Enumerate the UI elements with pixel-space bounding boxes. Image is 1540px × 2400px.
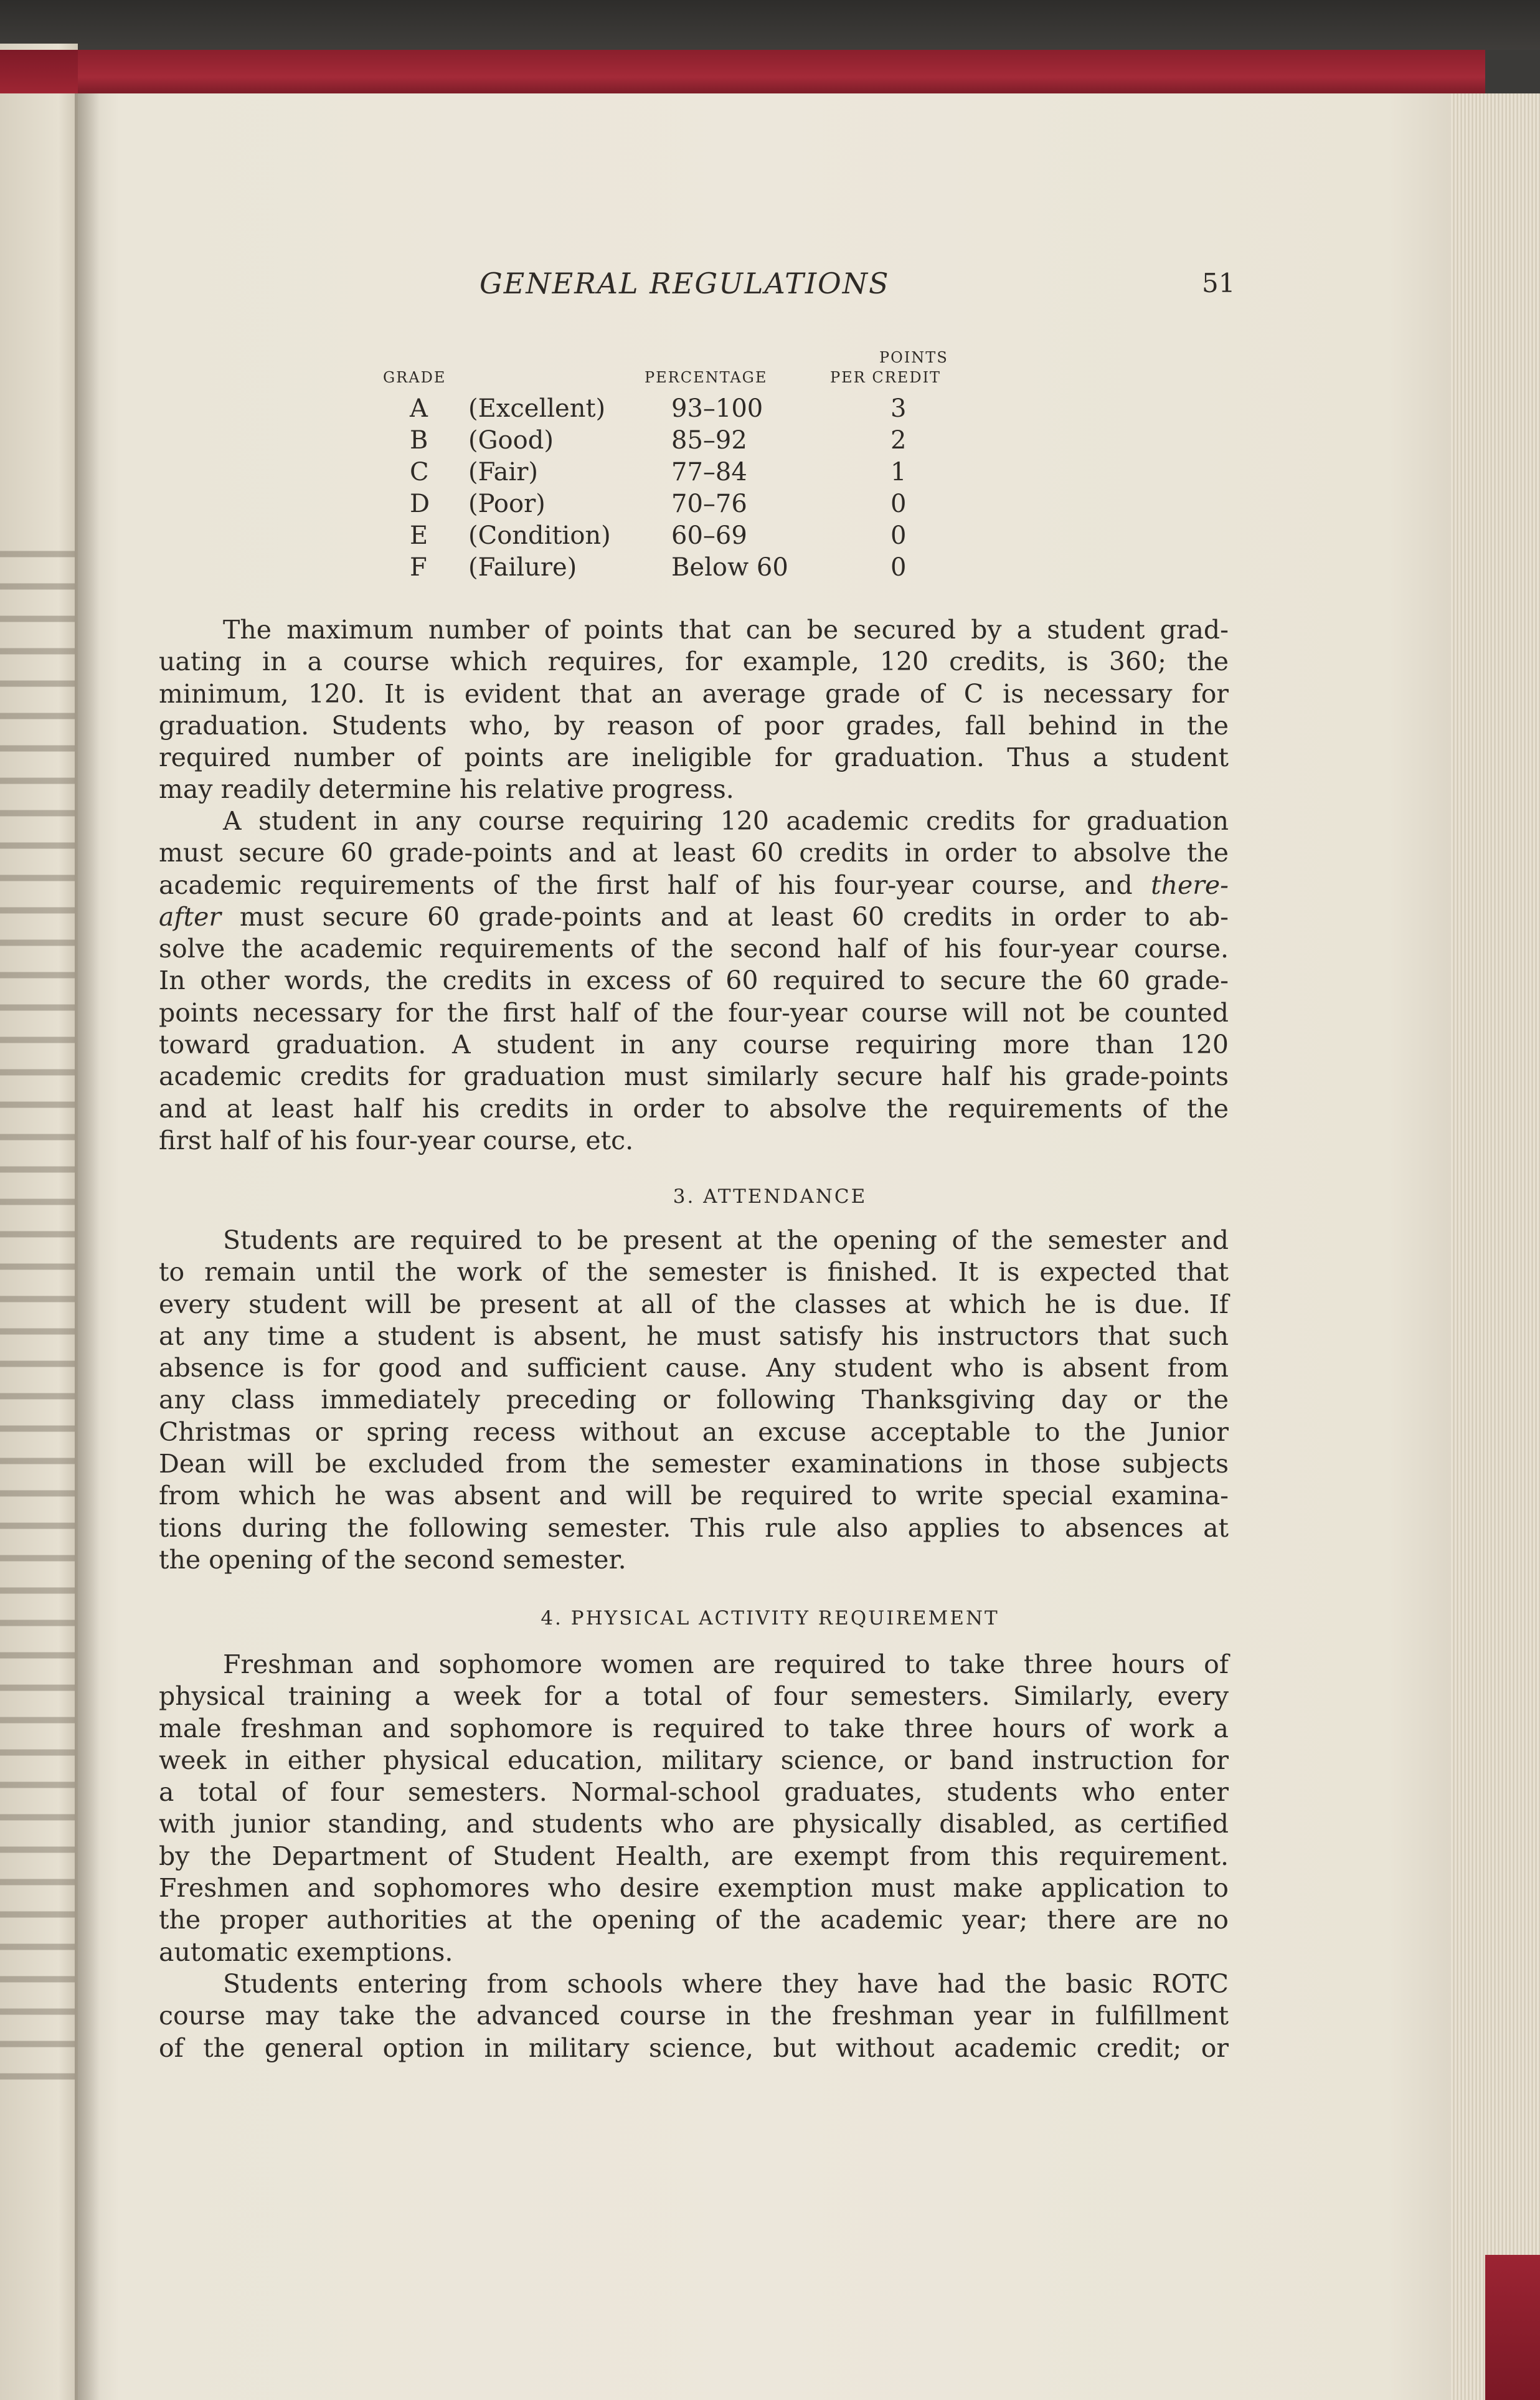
text-line: minimum, 120. It is evident that an average grade of C is necessary for	[159, 678, 1229, 709]
text-line: every student will be present at all of the classes at which he is due. If	[159, 1289, 1229, 1319]
text-line: academic credits for graduation must similarly secure half his grade-points	[159, 1061, 1229, 1092]
spine-shadow	[75, 93, 100, 2400]
italic-word: there-	[1151, 870, 1229, 900]
text-line: week in either physical education, military science, or band instruction for	[159, 1745, 1229, 1775]
text-line: Christmas or spring recess without an excuse acceptable to the Junior	[159, 1416, 1229, 1447]
grade-letter: E	[410, 521, 428, 550]
text-line: course may take the advanced course in the freshman year in fulfillment	[159, 2001, 1229, 2031]
text-line: Dean will be excluded from the semester examinations in those subjects	[159, 1449, 1229, 1479]
text-line: with junior standing, and students who are physically disabled, as certified	[159, 1809, 1229, 1839]
grade-points: 3	[890, 394, 907, 423]
grade-label: (Failure)	[468, 553, 577, 582]
text-line: points necessary for the first half of the four-year course will not be counted	[159, 997, 1229, 1028]
grade-points: 0	[890, 553, 907, 582]
text-line: a total of four semesters. Normal-school graduates, students who enter	[159, 1777, 1229, 1808]
paragraph-physical-training	[159, 1649, 1229, 1968]
text-line: Students are required to be present at the opening of the semester and	[223, 1225, 1229, 1255]
facing-page-edge	[0, 44, 78, 2400]
text-line: physical training a week for a total of four semesters. Similarly, every	[159, 1681, 1229, 1712]
text-line: The maximum number of points that can be secured by a student grad-	[223, 615, 1229, 645]
text-line: first half of his four-year course, etc.	[159, 1125, 634, 1155]
text-line: from which he was absent and will be required to write special examina-	[159, 1481, 1229, 1511]
text-line: male freshman and sophomore is required to take three hours of work a	[159, 1713, 1229, 1743]
text-line: at any time a student is absent, he must satisfy his instructors that such	[159, 1321, 1229, 1351]
page-number: 51	[1202, 268, 1235, 298]
italic-word: after	[159, 901, 221, 932]
text-line: absence is for good and sufficient cause. Any student who is absent from	[159, 1353, 1229, 1383]
grade-label: (Excellent)	[468, 394, 606, 423]
book-cover-edge	[78, 50, 1485, 100]
text-line: by the Department of Student Health, are exempt from this requirement.	[159, 1841, 1229, 1871]
section-heading-physical-activity: 4. PHYSICAL ACTIVITY REQUIREMENT	[541, 1607, 999, 1629]
text-line: solve the academic requirements of the second half of his four-year course.	[159, 934, 1229, 964]
paragraph-grade-points	[159, 614, 1229, 806]
cover-edge-left	[0, 50, 87, 93]
text-line	[159, 870, 1229, 901]
text-line: automatic exemptions.	[159, 1937, 453, 1967]
text-fragment: academic requirements of the first half of his four-year course, and	[159, 870, 1133, 900]
section-heading-attendance: 3. ATTENDANCE	[673, 1185, 867, 1208]
grade-letter: A	[410, 394, 428, 423]
text-line: uating in a course which requires, for example, 120 credits, is 360; the	[159, 647, 1229, 677]
text-line: A student in any course requiring 120 academic credits for graduation	[223, 806, 1229, 836]
grade-points: 0	[890, 521, 907, 550]
text-line: Freshmen and sophomores who desire exemption must make application to	[159, 1873, 1229, 1904]
page-block-edges	[1451, 93, 1540, 2400]
scan-background-top	[0, 0, 1540, 50]
text-line: any class immediately preceding or following Thanksgiving day or the	[159, 1385, 1229, 1415]
text-line: may readily determine his relative progress.	[159, 774, 734, 805]
points-column-header-line2: PER CREDIT	[830, 369, 942, 386]
text-line	[159, 901, 1229, 933]
text-line: must secure 60 grade-points and at least 60 credits in order to absolve the	[159, 838, 1229, 868]
text-line: and at least half his credits in order to absolve the requirements of the	[159, 1093, 1229, 1124]
grade-letter: D	[410, 490, 430, 518]
text-line: to remain until the work of the semester is finished. It is expected that	[159, 1257, 1229, 1288]
grade-points: 0	[890, 490, 907, 518]
grade-label: (Poor)	[468, 490, 546, 518]
grade-percentage: 60–69	[671, 521, 747, 550]
text-line: of the general option in military science, but without academic credit; or	[159, 2032, 1229, 2063]
cover-corner	[1485, 2255, 1540, 2400]
text-fragment: must secure 60 grade-points and at least 60 credits in order to ab-	[239, 901, 1229, 932]
grade-letter: B	[410, 426, 428, 455]
grade-percentage: 93–100	[671, 394, 763, 423]
grade-label: (Fair)	[468, 458, 539, 486]
grade-percentage: 70–76	[671, 490, 747, 518]
grade-points: 2	[890, 426, 907, 455]
percentage-column-header: PERCENTAGE	[645, 369, 768, 386]
grade-letter: F	[410, 553, 427, 582]
text-line: Freshman and sophomore women are required to take three hours of	[223, 1649, 1229, 1679]
grade-column-header: GRADE	[383, 369, 446, 386]
paragraph-attendance	[159, 1225, 1229, 1576]
text-line: required number of points are ineligible for graduation. Thus a student	[159, 742, 1229, 773]
text-line: In other words, the credits in excess of 60 required to secure the 60 grade-	[159, 965, 1229, 996]
paragraph-rotc	[159, 1968, 1229, 2064]
grade-percentage: 85–92	[671, 426, 747, 455]
grade-label: (Condition)	[468, 521, 611, 550]
text-line: toward graduation. A student in any course requiring more than 120	[159, 1030, 1229, 1060]
text-line: the proper authorities at the opening of the academic year; there are no	[159, 1905, 1229, 1935]
paragraph-half-course	[159, 805, 1229, 1157]
grade-percentage: 77–84	[671, 458, 747, 486]
text-line: tions during the following semester. This rule also applies to absences at	[159, 1512, 1229, 1543]
points-column-header-line1: POINTS	[879, 349, 948, 366]
text-line: the opening of the second semester.	[159, 1544, 626, 1575]
facing-page-text-bleed	[0, 529, 75, 2087]
grade-points: 1	[890, 458, 907, 486]
grade-letter: C	[410, 458, 429, 486]
grade-percentage: Below 60	[671, 553, 788, 582]
running-head: GENERAL REGULATIONS	[479, 267, 890, 300]
grade-label: (Good)	[468, 426, 554, 455]
text-line: graduation. Students who, by reason of poor grades, fall behind in the	[159, 710, 1229, 741]
text-line: Students entering from schools where they have had the basic ROTC	[223, 1969, 1229, 1999]
